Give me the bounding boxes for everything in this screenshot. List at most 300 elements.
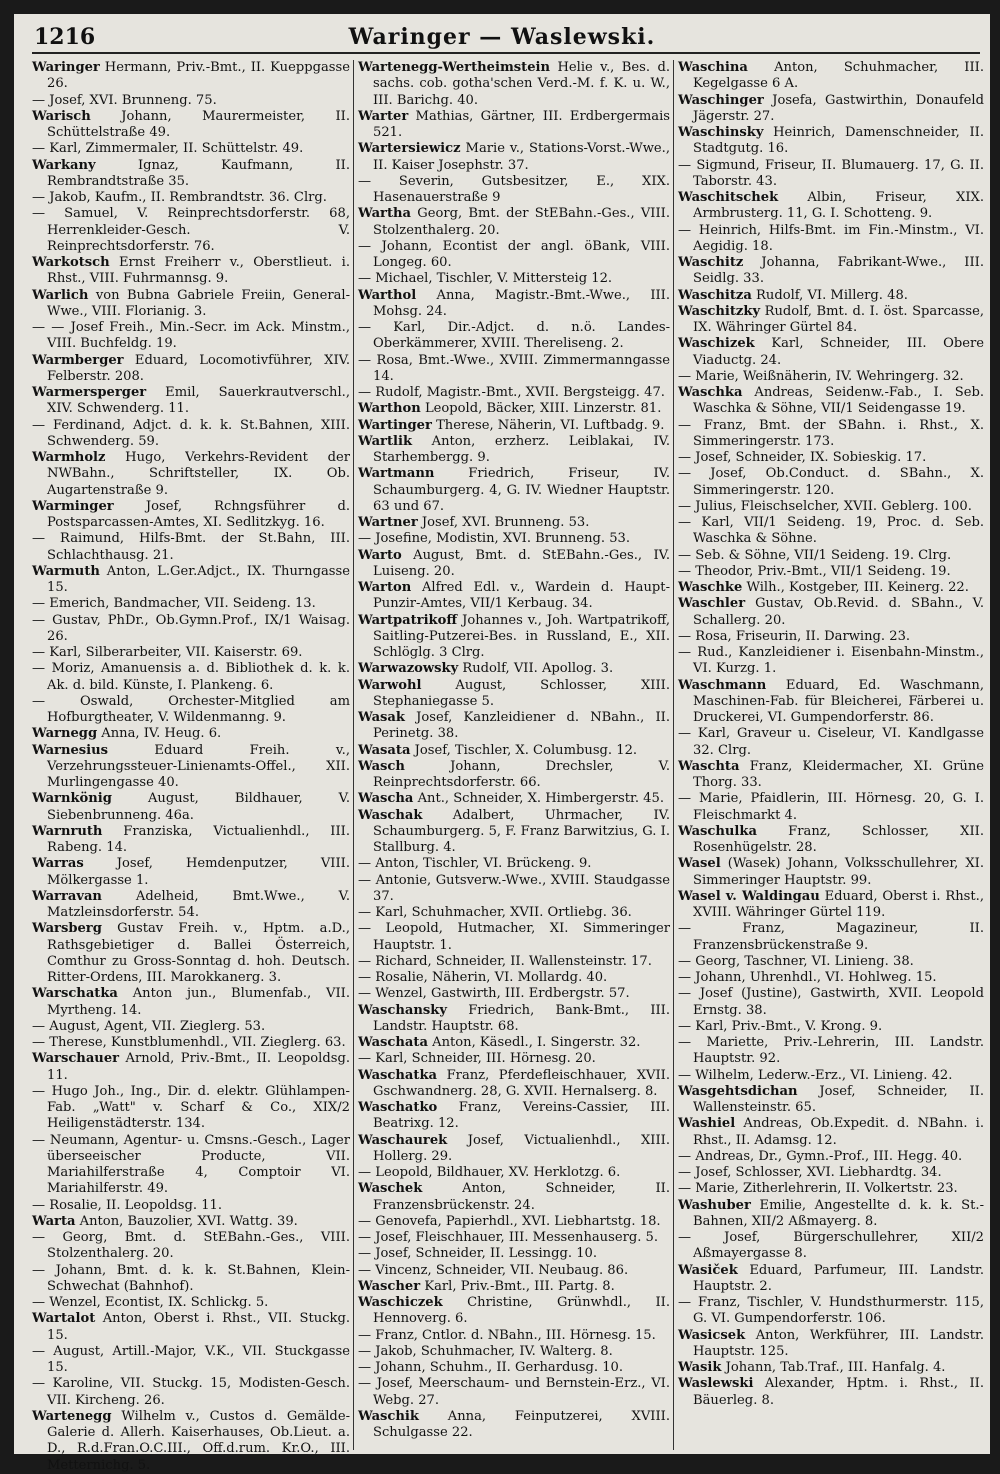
entry-surname: Warschatka bbox=[32, 986, 118, 1002]
entry-details: Franz, Kleidermacher, XI. Grüne Thorg. 33. bbox=[693, 758, 984, 790]
directory-entry bbox=[32, 1311, 350, 1344]
entry-details: Hugo, Verkehrs-Revident der NWBahn., Schriftsteller, IX. Ob. Augartenstraße 9. bbox=[47, 450, 350, 498]
entry-details: — Leopold, Hutmacher, XI. Simmeringer Hauptstr. 1. bbox=[358, 921, 670, 953]
directory-entry bbox=[32, 255, 350, 288]
header-rule bbox=[32, 52, 980, 54]
entry-details: Friedrich, Friseur, IV. Schaumburgerg. 4, G. IV. Wiedner Hauptstr. 63 und 67. bbox=[373, 466, 670, 514]
directory-entry bbox=[358, 1344, 670, 1360]
directory-entry bbox=[678, 596, 984, 629]
entry-details: — August, Agent, VII. Zieglerg. 53. bbox=[32, 1018, 266, 1034]
entry-details: Anton, Schneider, II. Franzensbrückenstr. 24. bbox=[373, 1181, 670, 1213]
directory-entry bbox=[32, 1198, 350, 1214]
entry-surname: Waschinsky bbox=[678, 125, 764, 140]
directory-entry bbox=[678, 1019, 984, 1035]
entry-details: — Seb. & Söhne, VII/1 Seideng. 19. Clrg. bbox=[678, 547, 952, 563]
directory-entry bbox=[32, 661, 350, 694]
directory-entry bbox=[358, 808, 670, 857]
directory-entry bbox=[678, 60, 984, 93]
entry-surname: Wartinger bbox=[358, 417, 432, 433]
entry-surname: Wasch bbox=[358, 758, 405, 774]
entry-surname: Warlich bbox=[32, 287, 89, 303]
directory-entry bbox=[358, 548, 670, 581]
entry-surname: Wartenegg-Wertheimstein bbox=[358, 60, 551, 75]
entry-surname: Waschizek bbox=[678, 336, 755, 352]
entry-details: — Wilhelm, Lederw.-Erz., VI. Linieng. 42. bbox=[678, 1067, 953, 1083]
entry-surname: Waschiczek bbox=[358, 1295, 443, 1310]
entry-details: Josef, Hemdenputzer, VIII. Mölkergasse 1. bbox=[47, 856, 350, 888]
entry-surname: Warta bbox=[32, 1213, 76, 1229]
directory-entry bbox=[358, 60, 670, 109]
entry-surname: Warravan bbox=[32, 888, 102, 904]
column-1 bbox=[32, 60, 351, 1473]
directory-entry bbox=[32, 645, 350, 661]
entry-details: — Rud., Kanzleidiener i. Eisenbahn-Minstm., VI. Kurzg. 1. bbox=[678, 645, 984, 677]
entry-details: — Jakob, Kaufm., II. Rembrandtstr. 36. Clrg. bbox=[32, 190, 327, 205]
entry-surname: Warschauer bbox=[32, 1051, 120, 1067]
directory-entry bbox=[32, 596, 350, 612]
directory-entry bbox=[358, 434, 670, 467]
entry-details: Helie v., Bes. d. sachs. cob. gotha'schen Verd.-M. f. K. u. W., III. Barichg. 40. bbox=[373, 60, 670, 108]
entry-surname: Wascher bbox=[358, 1278, 421, 1294]
entry-surname: Waschaurek bbox=[358, 1132, 448, 1148]
directory-entry bbox=[678, 385, 984, 418]
entry-surname: Warmuth bbox=[32, 563, 100, 579]
entry-details: — Rudolf, Magistr.-Bmt., XVII. Bergsteigg. 47. bbox=[358, 385, 665, 400]
entry-details: — Oswald, Orchester-Mitglied am Hofburgtheater, V. Wildenmanng. 9. bbox=[32, 693, 350, 725]
entry-surname: Washiel bbox=[678, 1116, 736, 1132]
entry-surname: Waschatko bbox=[358, 1100, 438, 1115]
directory-entry bbox=[358, 288, 670, 321]
entry-details: — Marie, Pfaidlerin, III. Hörnesg. 20, G. I. Fleischmarkt 4. bbox=[678, 791, 984, 823]
entry-surname: Wasik bbox=[678, 1360, 722, 1375]
entry-details: Anton jun., Blumenfab., VII. Myrtheng. 14. bbox=[47, 986, 350, 1018]
entry-details: Franz, Vereins-Cassier, III. Beatrixg. 12. bbox=[373, 1100, 670, 1132]
entry-details: — Johann, Bmt. d. k. k. St.Bahnen, Klein-Schwechat (Bahnhof). bbox=[32, 1262, 350, 1294]
entry-details: — Josef, Schneider, IX. Sobieskig. 17. bbox=[678, 450, 927, 465]
directory-entry bbox=[32, 726, 350, 742]
entry-details: Hermann, Priv.-Bmt., II. Kueppgasse 26. bbox=[47, 60, 350, 92]
directory-entry bbox=[678, 1116, 984, 1149]
entry-details: Anton, Käsedl., I. Singerstr. 32. bbox=[432, 1035, 641, 1050]
entry-details: Rudolf, VI. Millerg. 48. bbox=[756, 287, 908, 303]
entry-details: — Karl, Schuhmacher, XVII. Ortliebg. 36. bbox=[358, 905, 632, 920]
directory-entry bbox=[358, 239, 670, 272]
directory-entry bbox=[32, 1019, 350, 1035]
directory-entry bbox=[358, 1100, 670, 1133]
entry-details: — Georg, Bmt. d. StEBahn.-Ges., VIII. Stolzenthalerg. 20. bbox=[32, 1230, 350, 1262]
column-3 bbox=[678, 60, 984, 1450]
entry-details: — Neumann, Agentur- u. Cmsns.-Gesch., Lager überseeischer Producte, VII. Mariahilferstraße 4, Comptoir VI. Mariahilferstr. 49. bbox=[32, 1132, 350, 1197]
entry-surname: Warmersperger bbox=[32, 385, 147, 400]
directory-entry bbox=[678, 288, 984, 304]
directory-entry bbox=[358, 1051, 670, 1067]
directory-entry bbox=[358, 986, 670, 1002]
entry-surname: Waschinger bbox=[678, 92, 764, 108]
entry-details: — Wenzel, Gastwirth, III. Erdbergstr. 57. bbox=[358, 986, 630, 1002]
directory-entry bbox=[32, 288, 350, 321]
directory-entry bbox=[358, 320, 670, 353]
directory-entry bbox=[358, 791, 670, 807]
directory-entry bbox=[358, 580, 670, 613]
entry-details: — Johann, Econtist der angl. öBank, VIII. Longeg. 60. bbox=[358, 238, 670, 270]
entry-details: Emil, Sauerkrautverschl., XIV. Schwenderg. 11. bbox=[47, 385, 350, 417]
entry-details: — Karl, Schneider, III. Hörnesg. 20. bbox=[358, 1051, 596, 1067]
directory-entry bbox=[32, 158, 350, 191]
directory-entry bbox=[678, 791, 984, 824]
entry-details: Franz, Schlosser, XII. Rosenhügelstr. 28. bbox=[693, 823, 984, 855]
directory-entry bbox=[32, 1084, 350, 1133]
entry-surname: Wartpatrikoff bbox=[358, 612, 458, 628]
directory-entry bbox=[32, 613, 350, 646]
column-divider bbox=[353, 60, 354, 1450]
directory-entry bbox=[678, 1181, 984, 1197]
directory-entry bbox=[678, 1198, 984, 1231]
entry-details: — Hugo Joh., Ing., Dir. d. elektr. Glühlampen-Fab. „Watt" v. Scharf & Co., XIX/2 Heiligenstädterstr. 134. bbox=[32, 1083, 350, 1132]
entry-details: Josef, Rchngsführer d. Postsparcassen-Amtes, XI. Sedlitzkyg. 16. bbox=[47, 498, 350, 530]
directory-entry bbox=[678, 645, 984, 678]
entry-details: Wilh., Kostgeber, III. Keinerg. 22. bbox=[746, 580, 969, 595]
entry-details: Leopold, Bäcker, XIII. Linzerstr. 81. bbox=[424, 401, 662, 417]
directory-entry bbox=[32, 1214, 350, 1230]
directory-entry bbox=[358, 1003, 670, 1036]
directory-entry bbox=[678, 1295, 984, 1328]
directory-entry bbox=[358, 856, 670, 872]
directory-entry bbox=[678, 466, 984, 499]
entry-surname: Warto bbox=[358, 547, 402, 563]
directory-entry bbox=[32, 93, 350, 109]
directory-entry bbox=[678, 190, 984, 223]
entry-details: Wilhelm v., Custos d. Gemälde-Galerie d. Allerh. Kaiserhauses, Ob.Lieut. a. D., R.d.Fran.O.C.III., Off.d.rum. Kr.O., III. Metternichg. 5. bbox=[47, 1408, 350, 1473]
entry-details: — Samuel, V. Reinprechtsdorferstr. 68, Herrenkleider-Gesch. V. Reinprechtsdorferstr. 76. bbox=[32, 206, 350, 254]
directory-entry bbox=[678, 93, 984, 126]
entry-surname: Waschka bbox=[678, 385, 743, 400]
entry-surname: Warwohl bbox=[358, 677, 422, 693]
directory-entry bbox=[358, 1409, 670, 1442]
directory-entry bbox=[32, 190, 350, 206]
entry-details: Anton, Oberst i. Rhst., VII. Stuckg. 15. bbox=[47, 1311, 350, 1343]
entry-details: Johannes v., Joh. Wartpatrikoff, Saitling-Putzerei-Bes. in Russland, E., XII. Schlöglg. 3 Clrg. bbox=[373, 612, 670, 660]
directory-entry bbox=[32, 856, 350, 889]
entry-details: — Karl, Graveur u. Ciseleur, VI. Kandlgasse 32. Clrg. bbox=[678, 726, 984, 758]
entry-surname: Wartalot bbox=[32, 1311, 96, 1327]
directory-entry bbox=[32, 1051, 350, 1084]
entry-details: — Julius, Fleischselcher, XVII. Geblerg. 100. bbox=[678, 498, 972, 514]
entry-details: Adalbert, Uhrmacher, IV. Schaumburgerg. 5, F. Franz Barwitzius, G. I. Stallburg. 4. bbox=[373, 807, 670, 855]
entry-details: — Franz, Magazineur, II. Franzensbrückenstraße 9. bbox=[678, 921, 984, 953]
directory-entry bbox=[358, 954, 670, 970]
directory-entry bbox=[358, 873, 670, 906]
entry-details: — Franz, Tischler, V. Hundsthurmerstr. 115, G. VI. Gumpendorferstr. 106. bbox=[678, 1295, 984, 1327]
entry-details: Josef, XVI. Brunneng. 53. bbox=[421, 515, 590, 530]
directory-entry bbox=[678, 824, 984, 857]
entry-details: — Theodor, Priv.-Bmt., VII/1 Seideng. 19. bbox=[678, 563, 951, 579]
directory-entry bbox=[678, 1263, 984, 1296]
directory-entry bbox=[32, 1263, 350, 1296]
entry-details: Anna, Magistr.-Bmt.-Wwe., III. Mohsg. 24. bbox=[373, 287, 671, 319]
entry-details: Alexander, Hptm. i. Rhst., II. Bäuerleg. 8. bbox=[693, 1376, 984, 1408]
directory-entry bbox=[678, 158, 984, 191]
entry-surname: Warmberger bbox=[32, 352, 124, 368]
directory-entry bbox=[678, 1149, 984, 1165]
directory-entry bbox=[358, 515, 670, 531]
entry-details: — Johann, Schuhm., II. Gerhardusg. 10. bbox=[358, 1360, 624, 1375]
directory-entry bbox=[32, 824, 350, 857]
directory-entry bbox=[358, 1230, 670, 1246]
entry-surname: Waschata bbox=[358, 1035, 428, 1050]
entry-details: — Antonie, Gutsverw.-Wwe., XVIII. Staudgasse 37. bbox=[358, 872, 670, 904]
entry-details: Anna, IV. Heug. 6. bbox=[101, 726, 222, 742]
entry-details: Karl, Schneider, III. Obere Viaductg. 24. bbox=[693, 336, 984, 368]
directory-entry bbox=[32, 141, 350, 157]
entry-surname: Waschitz bbox=[678, 255, 744, 270]
entry-details: — Mariette, Priv.-Lehrerin, III. Landstr. Hauptstr. 92. bbox=[678, 1035, 984, 1067]
directory-entry bbox=[678, 1230, 984, 1263]
directory-entry bbox=[358, 271, 670, 287]
directory-entry bbox=[358, 970, 670, 986]
directory-entry bbox=[358, 174, 670, 207]
directory-entry bbox=[32, 385, 350, 418]
directory-entry bbox=[358, 401, 670, 417]
entry-details: — Josef, Ob.Conduct. d. SBahn., X. Simmeringerstr. 120. bbox=[678, 466, 984, 498]
directory-entry bbox=[358, 1181, 670, 1214]
directory-entry bbox=[32, 60, 350, 93]
entry-surname: Waschatka bbox=[358, 1067, 438, 1083]
directory-entry bbox=[358, 206, 670, 239]
entry-details: — Marie, Zitherlehrerin, II. Volkertstr. 23. bbox=[678, 1181, 958, 1197]
directory-entry bbox=[358, 109, 670, 142]
entry-details: Johanna, Fabrikant-Wwe., III. Seidlg. 33. bbox=[693, 255, 984, 287]
directory-entry bbox=[678, 1068, 984, 1084]
directory-entry bbox=[678, 1376, 984, 1409]
entry-details: Josefa, Gastwirthin, Donaufeld Jägerstr. 27. bbox=[693, 92, 984, 124]
entry-surname: Waschik bbox=[358, 1408, 419, 1424]
entry-surname: Waschler bbox=[678, 596, 746, 612]
entry-surname: Warter bbox=[358, 108, 409, 124]
directory-entry bbox=[32, 889, 350, 922]
directory-entry bbox=[358, 353, 670, 386]
entry-details: Marie v., Stations-Vorst.-Wwe., II. Kaiser Josephstr. 37. bbox=[373, 141, 670, 173]
entry-details: — Rosalie, II. Leopoldsg. 11. bbox=[32, 1197, 223, 1213]
directory-entry bbox=[358, 661, 670, 677]
entry-surname: Warkany bbox=[32, 157, 96, 173]
entry-details: Andreas, Seidenw.-Fab., I. Seb. Waschka & Söhne, VII/1 Seidengasse 19. bbox=[693, 385, 984, 417]
directory-page bbox=[14, 14, 990, 1473]
entry-surname: Waschitza bbox=[678, 287, 752, 303]
directory-entry bbox=[678, 515, 984, 548]
entry-surname: Warisch bbox=[32, 108, 91, 124]
directory-entry bbox=[678, 499, 984, 515]
entry-surname: Wasel bbox=[678, 856, 721, 872]
entry-details: — Ferdinand, Adjct. d. k. k. St.Bahnen, XIII. Schwenderg. 59. bbox=[32, 417, 350, 449]
directory-entry bbox=[32, 320, 350, 353]
entry-surname: Waschulka bbox=[678, 823, 757, 839]
entry-details: August, Bmt. d. StEBahn.-Ges., IV. Luiseng. 20. bbox=[373, 547, 670, 579]
entry-details: — Johann, Uhrenhdl., VI. Hohlweg. 15. bbox=[678, 970, 937, 985]
entry-details: — August, Artill.-Major, V.K., VII. Stuckgasse 15. bbox=[32, 1343, 350, 1375]
directory-entry bbox=[358, 1263, 670, 1279]
entry-surname: Waschina bbox=[678, 60, 748, 75]
entry-details: Ant., Schneider, X. Himbergerstr. 45. bbox=[417, 791, 664, 807]
column-divider bbox=[673, 60, 674, 1450]
directory-entry bbox=[32, 986, 350, 1019]
entry-details: Mathias, Gärtner, III. Erdbergermais 521. bbox=[373, 108, 670, 140]
directory-entry bbox=[678, 921, 984, 954]
entry-details: — Marie, Weißnäherin, IV. Wehringerg. 32. bbox=[678, 368, 964, 384]
entry-details: — Rosa, Bmt.-Wwe., XVIII. Zimmermanngasse 14. bbox=[358, 352, 670, 384]
entry-details: Johann, Maurermeister, II. Schüttelstraße 49. bbox=[47, 108, 350, 140]
directory-entry bbox=[32, 1295, 350, 1311]
entry-details: — Heinrich, Hilfs-Bmt. im Fin.-Minstm., VI. Aegidig. 18. bbox=[678, 222, 984, 254]
entry-details: — Leopold, Bildhauer, XV. Herklotzg. 6. bbox=[358, 1165, 621, 1180]
directory-entry bbox=[678, 1360, 984, 1376]
entry-details: — Karl, Dir.-Adjct. d. n.ö. Landes-Oberkämmerer, XVIII. Thereliseng. 2. bbox=[358, 320, 670, 352]
entry-surname: Warkotsch bbox=[32, 255, 110, 270]
entry-surname: Wasiček bbox=[678, 1262, 738, 1278]
directory-entry bbox=[678, 1165, 984, 1181]
entry-details: Emilie, Angestellte d. k. k. St.-Bahnen, XII/2 Aßmayerg. 8. bbox=[693, 1197, 984, 1229]
entry-details: — Andreas, Dr., Gymn.-Prof., III. Hegg. 40. bbox=[678, 1148, 963, 1164]
directory-entry bbox=[32, 743, 350, 792]
entry-surname: Wartenegg bbox=[32, 1408, 112, 1424]
entry-details: Franz, Pferdefleischhauer, XVII. Gschwandnerg. 28, G. XVII. Hernalserg. 8. bbox=[373, 1067, 671, 1099]
directory-entry bbox=[678, 548, 984, 564]
entry-surname: Warsberg bbox=[32, 921, 102, 937]
entry-details: Friedrich, Bank-Bmt., III. Landstr. Hauptstr. 68. bbox=[373, 1002, 670, 1034]
entry-details: — Franz, Bmt. der SBahn. i. Rhst., X. Simmeringerstr. 173. bbox=[678, 417, 984, 449]
entry-details: — Josef, Schneider, II. Lessingg. 10. bbox=[358, 1246, 598, 1262]
directory-entry bbox=[678, 986, 984, 1019]
entry-surname: Warnegg bbox=[32, 726, 98, 742]
entry-surname: Waschke bbox=[678, 580, 743, 595]
entry-details: — Emerich, Bandmacher, VII. Seideng. 13. bbox=[32, 596, 316, 612]
entry-details: Franziska, Victualienhdl., III. Rabeng. 14. bbox=[47, 823, 350, 855]
directory-entry bbox=[678, 580, 984, 596]
directory-entry bbox=[32, 418, 350, 451]
entry-details: August, Schlosser, XIII. Stephaniegasse 5. bbox=[373, 677, 670, 709]
directory-entry bbox=[678, 1084, 984, 1117]
directory-entry bbox=[32, 791, 350, 824]
directory-entry bbox=[358, 1376, 670, 1409]
column-2 bbox=[358, 60, 670, 1450]
entry-details: — Josefine, Modistin, XVI. Brunneng. 53. bbox=[358, 531, 631, 547]
entry-details: Arnold, Priv.-Bmt., II. Leopoldsg. 11. bbox=[47, 1051, 350, 1083]
directory-entry bbox=[358, 1068, 670, 1101]
directory-entry bbox=[32, 564, 350, 597]
entry-details: — Josef, XVI. Brunneng. 75. bbox=[32, 92, 217, 108]
entry-details: Anton, erzherz. Leiblakai, IV. Starhembergg. 9. bbox=[373, 433, 671, 465]
entry-surname: Wartlik bbox=[358, 433, 413, 449]
entry-details: — Karl, Priv.-Bmt., V. Krong. 9. bbox=[678, 1018, 883, 1034]
entry-surname: Wasgehtsdichan bbox=[678, 1083, 798, 1099]
directory-entry bbox=[358, 1328, 670, 1344]
entry-details: Albin, Friseur, XIX. Armbrusterg. 11, G. I. Schotteng. 9. bbox=[693, 190, 984, 222]
entry-details: Johann, Tab.Traf., III. Hanfalg. 4. bbox=[725, 1360, 946, 1375]
directory-entry bbox=[678, 629, 984, 645]
entry-details: Adelheid, Bmt.Wwe., V. Matzleinsdorferstr. 54. bbox=[47, 888, 350, 920]
entry-surname: Waringer bbox=[32, 60, 100, 75]
directory-entry bbox=[358, 1360, 670, 1376]
entry-surname: Warnruth bbox=[32, 823, 103, 839]
entry-details: — Josef, Fleischhauer, III. Messenhauserg. 5. bbox=[358, 1230, 659, 1245]
directory-entry bbox=[358, 921, 670, 954]
entry-details: Eduard, Locomotivführer, XIV. Felberstr. 208. bbox=[47, 352, 350, 384]
directory-entry bbox=[678, 954, 984, 970]
entry-details: Karl, Priv.-Bmt., III. Partg. 8. bbox=[424, 1278, 615, 1294]
entry-details: Josef, Kanzleidiener d. NBahn., II. Perinetg. 38. bbox=[373, 710, 670, 742]
directory-entry bbox=[678, 1328, 984, 1361]
directory-entry bbox=[358, 1133, 670, 1166]
entry-details: Anton, Schuhmacher, III. Kegelgasse 6 A. bbox=[693, 60, 984, 92]
entry-details: — Karl, Silberarbeiter, VII. Kaiserstr. 69. bbox=[32, 645, 303, 660]
directory-entry bbox=[678, 678, 984, 727]
entry-details: — Vincenz, Schneider, VII. Neubaug. 86. bbox=[358, 1262, 629, 1278]
entry-surname: Waschitzky bbox=[678, 303, 761, 319]
entry-details: Gustav Freih. v., Hptm. a.D., Rathsgebietiger d. Ballei Österreich, Comthur zu Gross-Sonntag d. hoh. Deutsch. Ritter-Ordens, III. Marokkanerg. 3. bbox=[47, 921, 351, 985]
entry-details: Anna, Feinputzerei, XVIII. Schulgasse 22. bbox=[373, 1408, 670, 1440]
directory-entry bbox=[32, 206, 350, 255]
directory-entry bbox=[32, 353, 350, 386]
entry-surname: Waschansky bbox=[358, 1002, 447, 1018]
entry-details: — Karl, Zimmermaler, II. Schüttelstr. 49. bbox=[32, 141, 304, 157]
entry-surname: Warthol bbox=[358, 287, 417, 303]
page-header bbox=[14, 20, 990, 56]
entry-details: Ernst Freiherr v., Oberstlieut. i. Rhst., VIII. Fuhrmannsg. 9. bbox=[47, 255, 350, 287]
entry-details: — Anton, Tischler, VI. Brückeng. 9. bbox=[358, 856, 592, 872]
directory-entry bbox=[32, 1376, 350, 1409]
entry-details: Eduard, Oberst i. Rhst., XVIII. Währinger Gürtel 119. bbox=[693, 888, 984, 920]
directory-entry bbox=[358, 1279, 670, 1295]
entry-details: Andreas, Ob.Expedit. d. NBahn. i. Rhst., II. Adamsg. 12. bbox=[693, 1116, 984, 1148]
page-number: 1216 bbox=[34, 24, 96, 50]
entry-details: Anton, Werkführer, III. Landstr. Hauptstr. 125. bbox=[693, 1327, 984, 1359]
entry-details: — Karl, VII/1 Seideng. 19, Proc. d. Seb. Waschka & Söhne. bbox=[678, 515, 984, 547]
entry-details: — Rosalie, Näherin, VI. Mollardg. 40. bbox=[358, 970, 608, 985]
entry-surname: Waschek bbox=[358, 1181, 423, 1197]
entry-surname: Waschmann bbox=[678, 677, 767, 693]
entry-surname: Warnkönig bbox=[32, 791, 112, 807]
entry-details: — Richard, Schneider, II. Wallensteinstr. 17. bbox=[358, 953, 652, 969]
entry-details: (Wasek) Johann, Volksschullehrer, XI. Simmeringer Hauptstr. 99. bbox=[693, 856, 985, 888]
page-title: Waringer — Waslewski. bbox=[348, 24, 656, 50]
entry-details: — Genovefa, Papierhdl., XVI. Liebhartstg. 18. bbox=[358, 1213, 661, 1229]
directory-entry bbox=[358, 385, 670, 401]
entry-details: — Jakob, Schuhmacher, IV. Walterg. 8. bbox=[358, 1343, 613, 1359]
entry-details: — Rosa, Friseurin, II. Darwing. 23. bbox=[678, 628, 911, 644]
entry-details: Ignaz, Kaufmann, II. Rembrandtstraße 35. bbox=[47, 157, 350, 189]
directory-entry bbox=[678, 255, 984, 288]
directory-entry bbox=[678, 450, 984, 466]
directory-entry bbox=[32, 450, 350, 499]
entry-details: Eduard Freih. v., Verzehrungssteuer-Linienamts-Offel., XII. Murlingengasse 40. bbox=[47, 742, 351, 790]
entry-surname: Waschak bbox=[358, 807, 423, 823]
directory-entry bbox=[358, 710, 670, 743]
entry-details: Rudolf, Bmt. d. I. öst. Sparcasse, IX. Währinger Gürtel 84. bbox=[693, 303, 984, 335]
directory-entry bbox=[32, 109, 350, 142]
entry-details: — Josef, Schlosser, XVI. Liebhardtg. 34. bbox=[678, 1165, 942, 1180]
directory-entry bbox=[678, 369, 984, 385]
directory-entry bbox=[358, 905, 670, 921]
directory-entry bbox=[358, 1246, 670, 1262]
directory-entry bbox=[32, 694, 350, 727]
directory-entry bbox=[32, 1133, 350, 1198]
entry-surname: Warthon bbox=[358, 401, 421, 417]
directory-entry bbox=[358, 141, 670, 174]
directory-entry bbox=[358, 1165, 670, 1181]
entry-details: Christine, Grünwhdl., II. Hennoverg. 6. bbox=[373, 1295, 670, 1327]
entry-surname: Wartmann bbox=[358, 466, 435, 482]
entry-surname: Wasel v. Waldingau bbox=[678, 888, 820, 904]
directory-entry bbox=[678, 418, 984, 451]
